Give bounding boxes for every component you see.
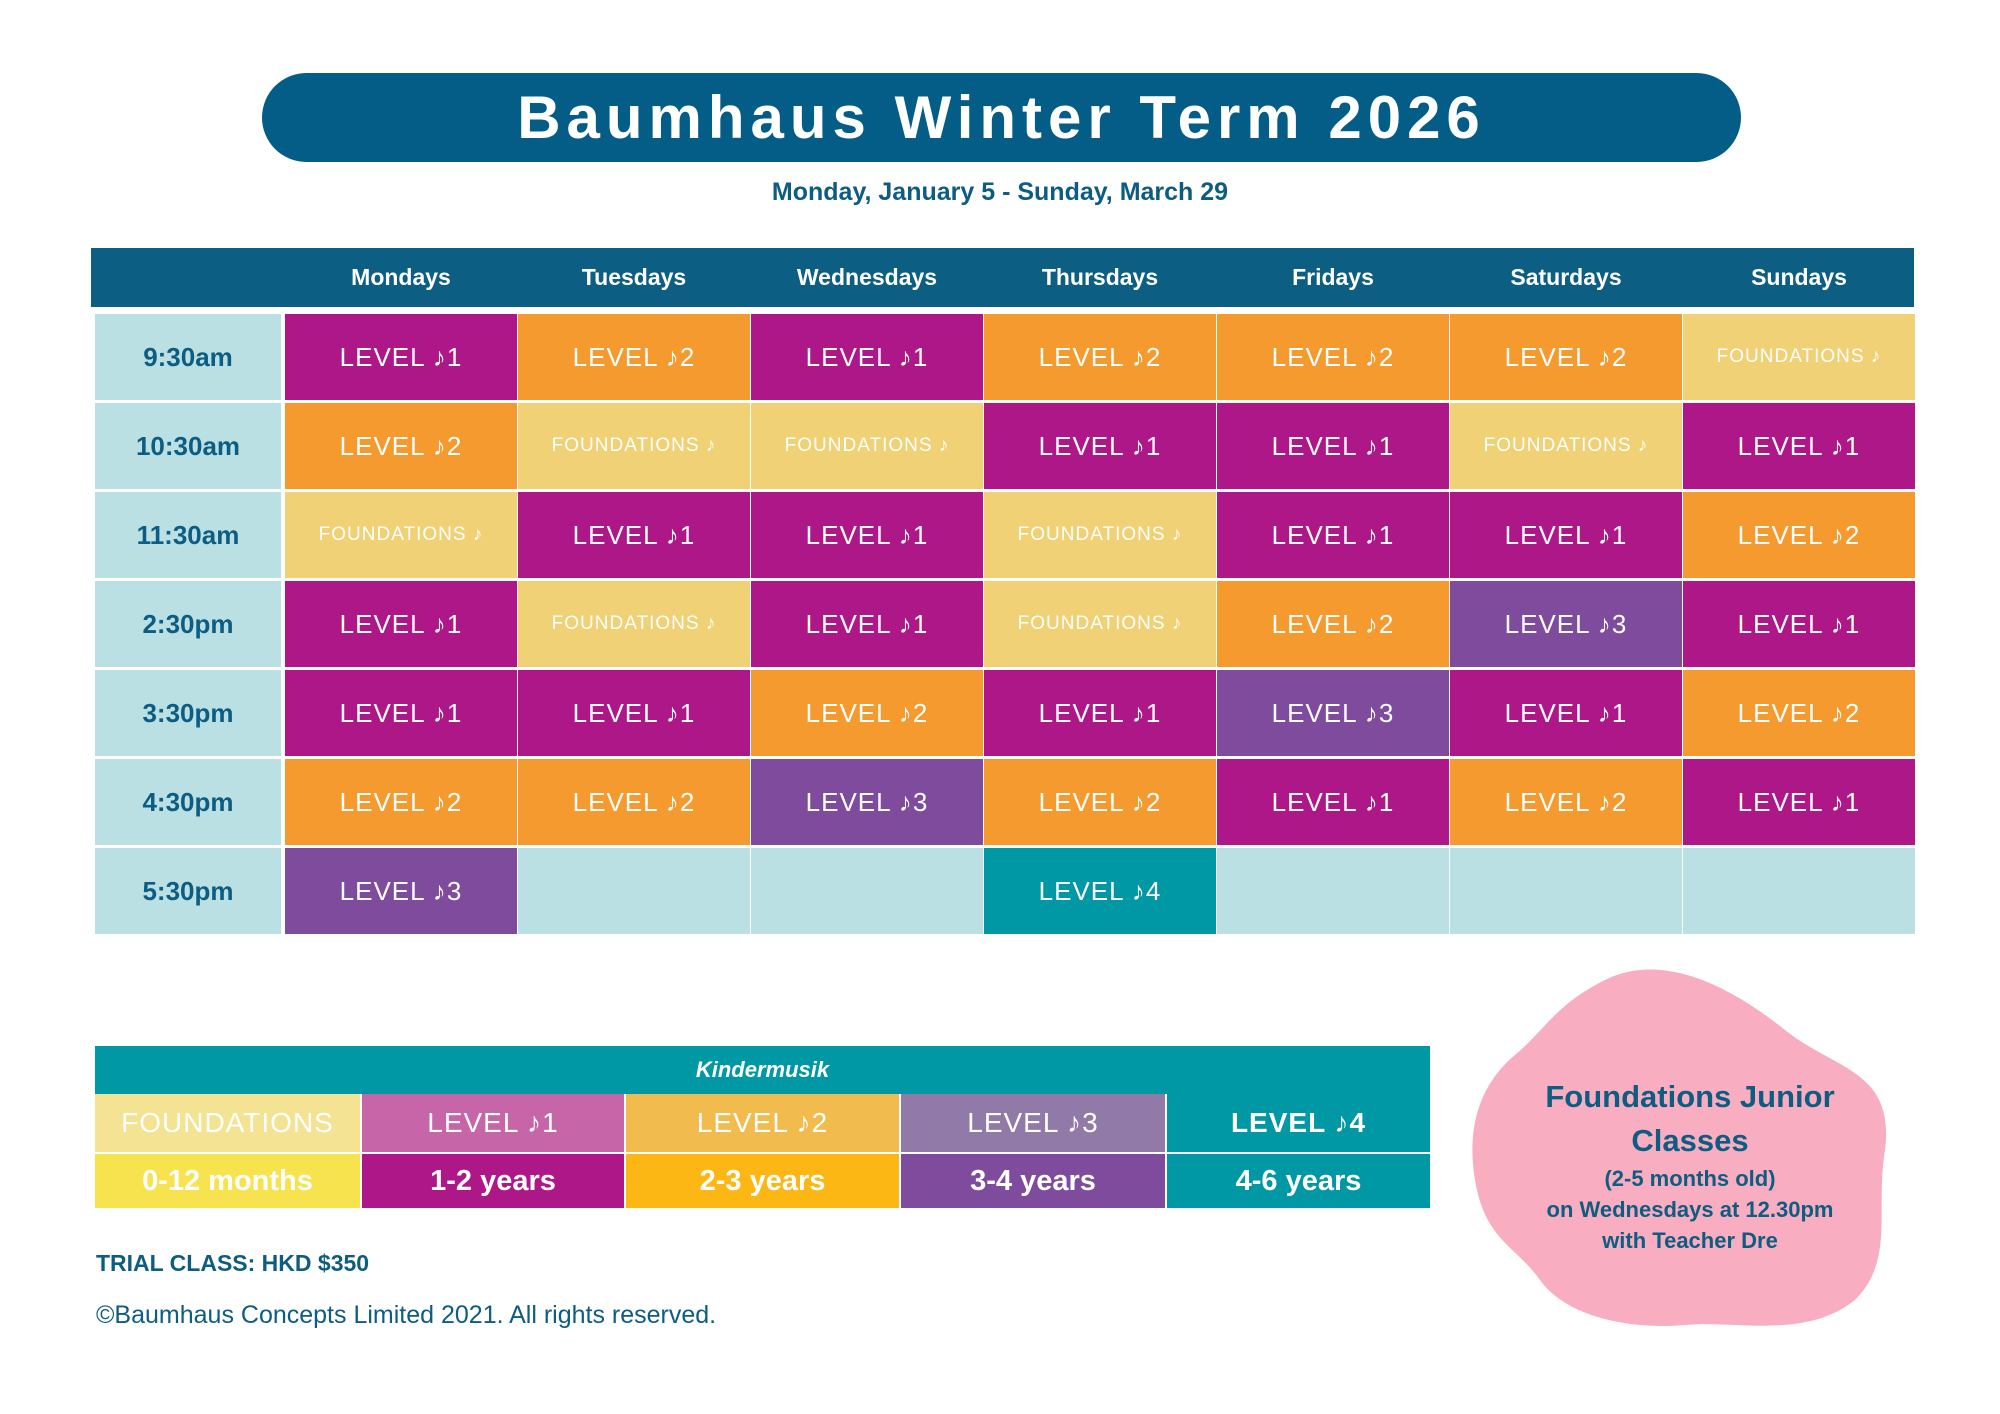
schedule-cell-class: LEVEL ♪3: [1217, 670, 1449, 756]
callout-teacher: with Teacher Dre: [1602, 1228, 1778, 1253]
schedule-cell-class: LEVEL ♪3: [1450, 581, 1682, 667]
schedule-cell-class: LEVEL ♪1: [984, 670, 1216, 756]
time-slot-label: 11:30am: [95, 492, 281, 578]
schedule-cell-class: LEVEL ♪2: [1450, 759, 1682, 845]
page-title: Baumhaus Winter Term 2026: [517, 84, 1486, 151]
legend-level: FOUNDATIONS: [95, 1094, 360, 1152]
schedule-cell-empty: [1450, 848, 1682, 934]
schedule-cell-class: LEVEL ♪2: [518, 314, 750, 400]
schedule-cell-class: FOUNDATIONS ♪: [518, 581, 750, 667]
time-slot-label: 9:30am: [95, 314, 281, 400]
schedule-cell-empty: [1683, 848, 1915, 934]
schedule-cell-class: LEVEL ♪1: [1217, 492, 1449, 578]
schedule-cell-class: LEVEL ♪1: [285, 314, 517, 400]
kindermusik-logo: Kindermusik: [695, 1057, 830, 1082]
schedule-cell-class: LEVEL ♪1: [751, 581, 983, 667]
day-header-1: Tuesdays: [581, 264, 687, 290]
legend-level: LEVEL ♪4: [1167, 1094, 1430, 1152]
schedule-cell-class: LEVEL ♪1: [518, 670, 750, 756]
legend-level: LEVEL ♪1: [362, 1094, 624, 1152]
schedule-cell-class: FOUNDATIONS ♪: [984, 492, 1216, 578]
schedule-cell-class: LEVEL ♪1: [751, 314, 983, 400]
schedule-cell-class: LEVEL ♪2: [751, 670, 983, 756]
schedule-cell-class: LEVEL ♪1: [1683, 581, 1915, 667]
schedule-cell-empty: [1217, 848, 1449, 934]
schedule-cell-class: LEVEL ♪3: [285, 848, 517, 934]
callout-title-line1: Foundations Junior: [1545, 1079, 1835, 1114]
schedule-cell-class: LEVEL ♪2: [1683, 492, 1915, 578]
legend-header: [95, 1046, 1430, 1094]
legend-age: 4-6 years: [1167, 1154, 1430, 1208]
schedule-cell-class: FOUNDATIONS ♪: [1450, 403, 1682, 489]
schedule-cell-class: FOUNDATIONS ♪: [751, 403, 983, 489]
schedule-cell-class: LEVEL ♪1: [984, 403, 1216, 489]
time-slot-label: 2:30pm: [95, 581, 281, 667]
schedule-cell-class: LEVEL ♪1: [1683, 403, 1915, 489]
callout-title-line2: Classes: [1631, 1123, 1749, 1158]
time-slot-label: 3:30pm: [95, 670, 281, 756]
schedule-cell-class: LEVEL ♪2: [984, 314, 1216, 400]
schedule-cell-class: FOUNDATIONS ♪: [1683, 314, 1915, 400]
schedule-cell-class: LEVEL ♪3: [751, 759, 983, 845]
schedule-cell-class: LEVEL ♪1: [285, 581, 517, 667]
schedule-cell-class: LEVEL ♪2: [1683, 670, 1915, 756]
trial-class-price: TRIAL CLASS: HKD $350: [96, 1250, 370, 1276]
schedule-cell-empty: [518, 848, 750, 934]
day-header-0: Mondays: [351, 264, 451, 290]
legend-age: 2-3 years: [626, 1154, 899, 1208]
schedule-cell-class: LEVEL ♪1: [1217, 403, 1449, 489]
schedule-cell-empty: [751, 848, 983, 934]
schedule-cell-class: LEVEL ♪1: [518, 492, 750, 578]
time-slot-label: 10:30am: [95, 403, 281, 489]
time-slot-label: 4:30pm: [95, 759, 281, 845]
day-header-6: Sundays: [1751, 264, 1847, 290]
schedule-cell-class: LEVEL ♪1: [1683, 759, 1915, 845]
schedule-cell-class: FOUNDATIONS ♪: [518, 403, 750, 489]
schedule-cell-class: LEVEL ♪2: [1450, 314, 1682, 400]
schedule-cell-class: LEVEL ♪2: [518, 759, 750, 845]
schedule-cell-class: LEVEL ♪1: [1217, 759, 1449, 845]
legend-level: LEVEL ♪2: [626, 1094, 899, 1152]
schedule-cell-class: LEVEL ♪2: [984, 759, 1216, 845]
schedule-cell-class: LEVEL ♪2: [285, 403, 517, 489]
day-header-4: Fridays: [1292, 264, 1374, 290]
title-banner: [262, 73, 1741, 162]
schedule-header-row: [91, 248, 1914, 307]
copyright-notice: ©Baumhaus Concepts Limited 2021. All rights reserved.: [96, 1301, 717, 1329]
day-header-2: Wednesdays: [796, 264, 938, 290]
legend-age: 0-12 months: [95, 1154, 360, 1208]
schedule-cell-class: LEVEL ♪1: [1450, 492, 1682, 578]
day-header-5: Saturdays: [1510, 264, 1622, 290]
legend-age: 3-4 years: [901, 1154, 1165, 1208]
junior-classes-callout: [1500, 1075, 1880, 1256]
legend-age: 1-2 years: [362, 1154, 624, 1208]
schedule-cell-class: LEVEL ♪2: [285, 759, 517, 845]
schedule-cell-class: FOUNDATIONS ♪: [984, 581, 1216, 667]
schedule-cell-class: LEVEL ♪1: [285, 670, 517, 756]
schedule-cell-class: LEVEL ♪2: [1217, 314, 1449, 400]
callout-day-time: on Wednesdays at 12.30pm: [1546, 1197, 1834, 1222]
schedule-cell-class: LEVEL ♪1: [1450, 670, 1682, 756]
schedule-cell-class: LEVEL ♪2: [1217, 581, 1449, 667]
legend-level: LEVEL ♪3: [901, 1094, 1165, 1152]
day-header-3: Thursdays: [1041, 264, 1159, 290]
schedule-cell-class: FOUNDATIONS ♪: [285, 492, 517, 578]
schedule-cell-class: LEVEL ♪1: [751, 492, 983, 578]
time-slot-label: 5:30pm: [95, 848, 281, 934]
callout-age: (2-5 months old): [1604, 1166, 1776, 1191]
schedule-cell-class: LEVEL ♪4: [984, 848, 1216, 934]
term-dates: Monday, January 5 - Sunday, March 29: [771, 178, 1229, 206]
